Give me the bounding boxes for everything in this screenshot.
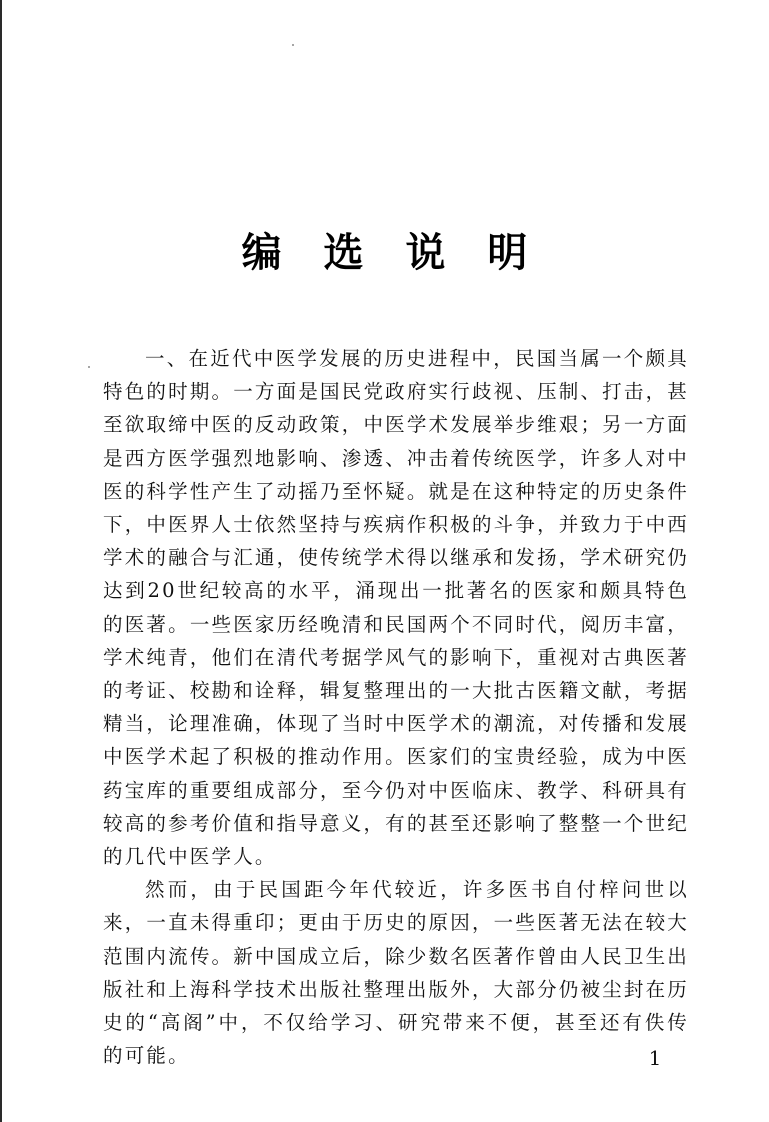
paragraph: 然而，由于民国距今年代较近，许多医书自付梓问世以来，一直未得重印；更由于历史的原因，一些医著无法在较大范围内流传。新中国成立后，除少数名医著作曾由人民卫生出版社和上海科学技术出版社整理出版外，大部分仍被尘封在历史的“高阁”中，不仅给学习、研究带来不便，甚至还有佚传的可能。 xyxy=(103,878,689,1068)
scan-speck xyxy=(292,44,294,46)
scan-speck xyxy=(88,366,90,368)
page-number: 1 xyxy=(648,1046,662,1070)
page-binding-edge xyxy=(0,0,2,1122)
body-text xyxy=(103,342,689,1072)
page-title: 编 选 说 明 xyxy=(241,229,542,276)
paragraph: 一、在近代中医学发展的历史进程中，民国当属一个颇具特色的时期。一方面是国民党政府实行歧视、压制、打击，甚至欲取缔中医的反动政策，中医学术发展举步维艰；另一方面是西方医学强烈地影响、渗透、冲击着传统医学，许多人对中医的科学性产生了动摇乃至怀疑。就是在这种特定的历史条件下，中医界人士依然坚持与疾病作积极的斗争，并致力于中西学术的融合与汇通，使传统学术得以继承和发扬，学术研究仍达到20世纪较高的水平，涌现出一批著名的医家和颇具特色的医著。一些医家历经晚清和民国两个不同时代，阅历丰富，学术纯青，他们在清代考据学风气的影响下，重视对古典医著的考证、校勘和诠释，辑复整理出的一大批古医籍文献，考据精当，论理准确，体现了当时中医学术的潮流，对传播和发展中医学术起了积极的推动作用。医家们的宝贵经验，成为中医药宝库的重要组成部分，至今仍对中医临床、教学、科研具有较高的参考价值和指导意义，有的甚至还影响了整整一个世纪的几代中医学人。 xyxy=(103,347,689,869)
